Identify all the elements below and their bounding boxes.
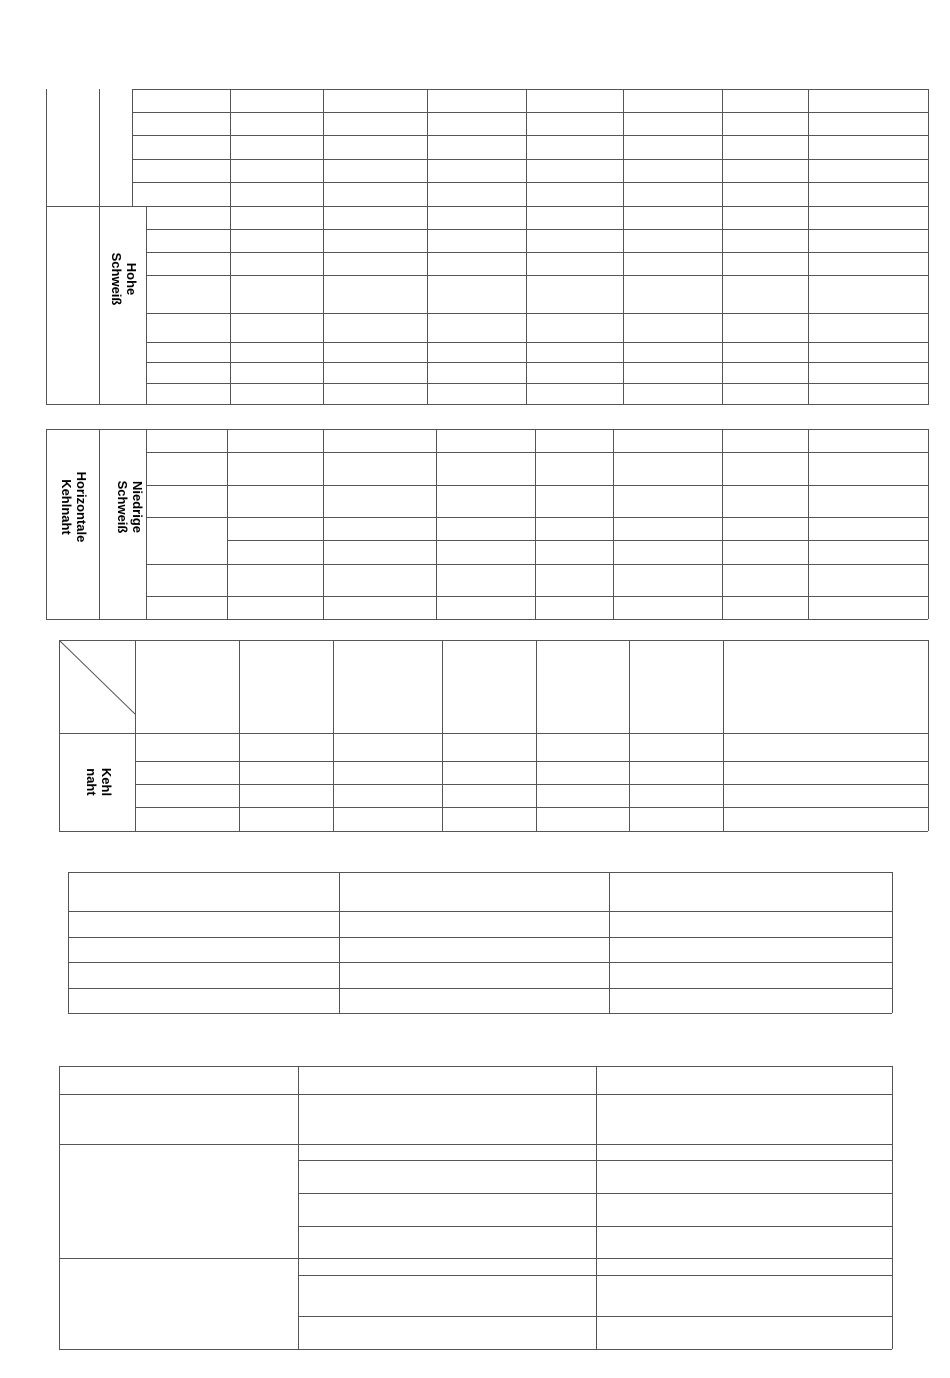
label-horizontale-kehlnaht: Horizontale Kehlnaht [59, 471, 89, 543]
label-hohe-schweiss: Hohe Schweiß [109, 252, 139, 306]
label-niedrige-schweiss: Niedrige Schweiß [115, 480, 145, 534]
diagonal-header-line [59, 640, 136, 734]
label-kehlnaht: Kehl naht [84, 767, 114, 797]
